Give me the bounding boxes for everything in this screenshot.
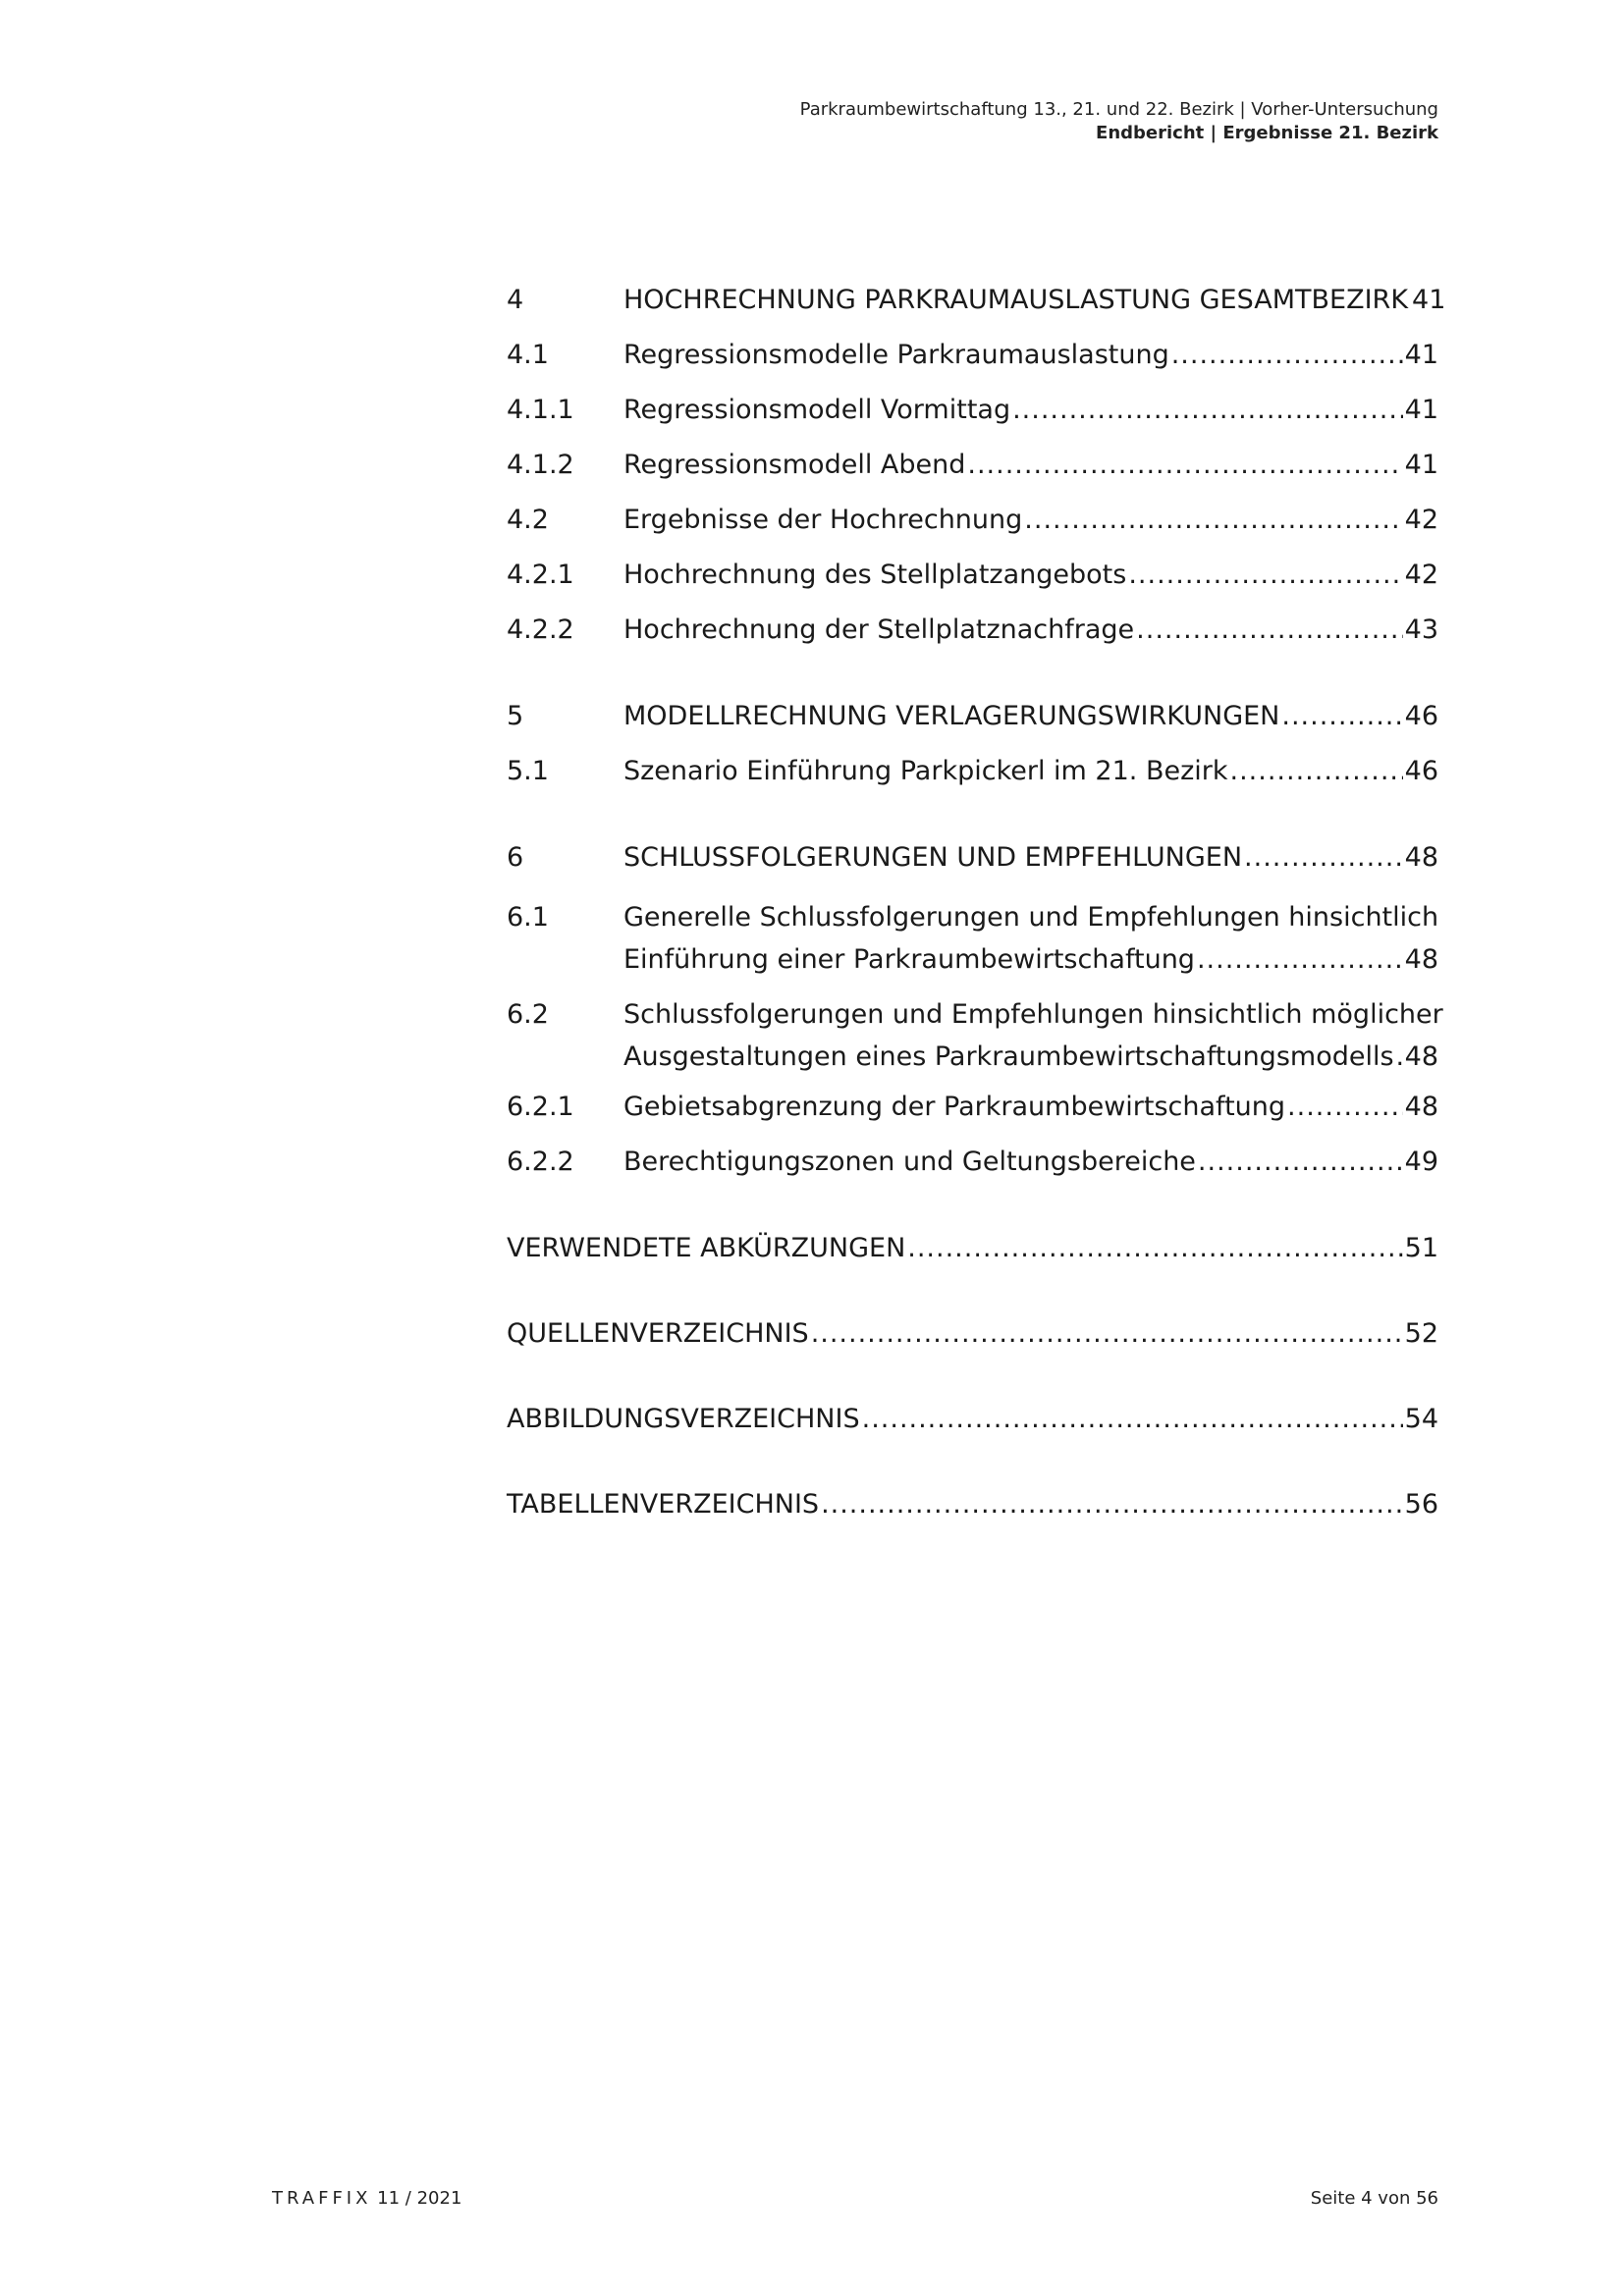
toc-title: SCHLUSSFOLGERUNGEN UND EMPFEHLUNGEN bbox=[623, 842, 1243, 873]
toc-number: 5 bbox=[507, 701, 524, 731]
toc-number: 4.1.1 bbox=[507, 395, 574, 425]
toc-number: 4.2.2 bbox=[507, 614, 574, 645]
toc-title: HOCHRECHNUNG PARKRAUMAUSLASTUNG GESAMTBEZIRK bbox=[623, 285, 1409, 315]
toc-title: Berechtigungszonen und Geltungsbereiche bbox=[623, 1147, 1196, 1177]
toc-entry[interactable] bbox=[507, 1090, 1438, 1145]
toc-page-number: 41 bbox=[1404, 395, 1438, 425]
header-subtitle: Endbericht | Ergebnisse 21. Bezirk bbox=[1096, 123, 1438, 143]
toc-leader bbox=[1244, 840, 1403, 876]
toc-leader bbox=[1197, 939, 1403, 981]
toc-title: Regressionsmodell Abend bbox=[623, 450, 966, 480]
toc-title: Ergebnisse der Hochrechnung bbox=[623, 505, 1023, 535]
toc-leader bbox=[1287, 1090, 1403, 1125]
toc-entry[interactable] bbox=[507, 1145, 1438, 1200]
toc-number: 4.1 bbox=[507, 340, 549, 370]
toc-page-number: 54 bbox=[1404, 1404, 1438, 1434]
toc-entry[interactable] bbox=[507, 992, 1443, 1078]
toc-number: 6.1 bbox=[507, 902, 549, 933]
toc-page-number: 48 bbox=[1404, 1041, 1438, 1072]
toc-entry[interactable] bbox=[507, 613, 1438, 667]
toc-leader bbox=[1281, 699, 1402, 734]
toc-entry[interactable] bbox=[507, 338, 1438, 393]
header-title: Parkraumbewirtschaftung 13., 21. und 22. Bezirk | Vorher-Untersuchung bbox=[799, 99, 1438, 120]
toc-entry[interactable] bbox=[507, 754, 1438, 809]
toc-entry[interactable] bbox=[507, 895, 1438, 981]
toc-entry[interactable] bbox=[507, 699, 1438, 754]
toc-number: 4 bbox=[507, 285, 524, 315]
toc-entry-abbreviations[interactable] bbox=[507, 1231, 1438, 1316]
toc-title: Regressionsmodelle Parkraumauslastung bbox=[623, 340, 1169, 370]
toc-leader bbox=[1128, 558, 1402, 593]
toc-title: QUELLENVERZEICHNIS bbox=[507, 1318, 809, 1349]
toc-title: Gebietsabgrenzung der Parkraumbewirtschaftung bbox=[623, 1092, 1286, 1122]
toc-page-number: 41 bbox=[1412, 285, 1446, 315]
toc-entry[interactable] bbox=[507, 283, 1446, 338]
toc-leader bbox=[1396, 1037, 1403, 1078]
toc-leader bbox=[1171, 338, 1403, 373]
toc-number: 6.2.1 bbox=[507, 1092, 574, 1122]
toc-number: 6 bbox=[507, 842, 524, 873]
toc-page-number: 42 bbox=[1404, 505, 1438, 535]
toc-page-number: 43 bbox=[1404, 614, 1438, 645]
toc-number: 6.2 bbox=[507, 999, 549, 1030]
toc-title: Regressionsmodell Vormittag bbox=[623, 395, 1011, 425]
brand-name: TRAFFIX bbox=[272, 2188, 372, 2209]
toc-page-number: 46 bbox=[1404, 701, 1438, 731]
toc-entry[interactable] bbox=[507, 503, 1438, 558]
toc-title: VERWENDETE ABKÜRZUNGEN bbox=[507, 1233, 906, 1263]
toc-title-line2: Ausgestaltungen eines Parkraumbewirtschaftungsmodells bbox=[623, 1041, 1394, 1072]
toc-title-line1: Generelle Schlussfolgerungen und Empfehlungen hinsichtlich bbox=[623, 902, 1439, 933]
toc-entry[interactable] bbox=[507, 448, 1438, 503]
toc-entry[interactable] bbox=[507, 393, 1438, 448]
page-footer bbox=[272, 2188, 1438, 2209]
toc-page-number: 46 bbox=[1404, 756, 1438, 786]
toc-leader bbox=[907, 1231, 1402, 1266]
toc-page-number: 49 bbox=[1404, 1147, 1438, 1177]
toc-page-number: 48 bbox=[1404, 944, 1438, 975]
toc-entry-figures[interactable] bbox=[507, 1402, 1438, 1487]
toc-page-number: 48 bbox=[1404, 1092, 1438, 1122]
toc-leader bbox=[862, 1402, 1403, 1437]
toc-title: Hochrechnung der Stellplatznachfrage bbox=[623, 614, 1135, 645]
toc-title-line1: Schlussfolgerungen und Empfehlungen hinsichtlich möglicher bbox=[623, 999, 1443, 1030]
toc-page-number: 56 bbox=[1404, 1489, 1438, 1520]
footer-date: 11 / 2021 bbox=[377, 2188, 462, 2209]
toc-number: 6.2.2 bbox=[507, 1147, 574, 1177]
toc-page-number: 52 bbox=[1404, 1318, 1438, 1349]
toc-leader bbox=[1012, 393, 1403, 428]
toc-page-number: 41 bbox=[1404, 450, 1438, 480]
toc-entry-tables[interactable] bbox=[507, 1487, 1438, 1573]
toc-leader bbox=[1136, 613, 1402, 648]
toc-leader bbox=[821, 1487, 1403, 1522]
toc-entry-sources[interactable] bbox=[507, 1316, 1438, 1402]
toc-page-number: 48 bbox=[1404, 842, 1438, 873]
toc-leader bbox=[967, 448, 1402, 483]
toc-title: ABBILDUNGSVERZEICHNIS bbox=[507, 1404, 860, 1434]
toc-title: MODELLRECHNUNG VERLAGERUNGSWIRKUNGEN bbox=[623, 701, 1280, 731]
toc-number: 5.1 bbox=[507, 756, 549, 786]
toc-leader bbox=[1024, 503, 1402, 538]
toc-leader bbox=[1198, 1145, 1403, 1180]
toc-title: Szenario Einführung Parkpickerl im 21. Bezirk bbox=[623, 756, 1228, 786]
toc-entry[interactable] bbox=[507, 558, 1438, 613]
toc-number: 4.1.2 bbox=[507, 450, 574, 480]
toc-leader bbox=[1230, 754, 1403, 789]
toc-page-number: 51 bbox=[1404, 1233, 1438, 1263]
toc-title: Hochrechnung des Stellplatzangebots bbox=[623, 560, 1127, 590]
toc-number: 4.2.1 bbox=[507, 560, 574, 590]
table-of-contents bbox=[507, 283, 1446, 1573]
toc-number: 4.2 bbox=[507, 505, 549, 535]
toc-title-line2: Einführung einer Parkraumbewirtschaftung bbox=[623, 944, 1195, 975]
page-indicator: Seite 4 von 56 bbox=[1310, 2188, 1438, 2209]
toc-page-number: 42 bbox=[1404, 560, 1438, 590]
toc-title: TABELLENVERZEICHNIS bbox=[507, 1489, 820, 1520]
footer-left bbox=[272, 2188, 461, 2209]
toc-entry[interactable] bbox=[507, 840, 1438, 895]
toc-leader bbox=[811, 1316, 1403, 1352]
page-header bbox=[800, 98, 1438, 145]
toc-page-number: 41 bbox=[1404, 340, 1438, 370]
